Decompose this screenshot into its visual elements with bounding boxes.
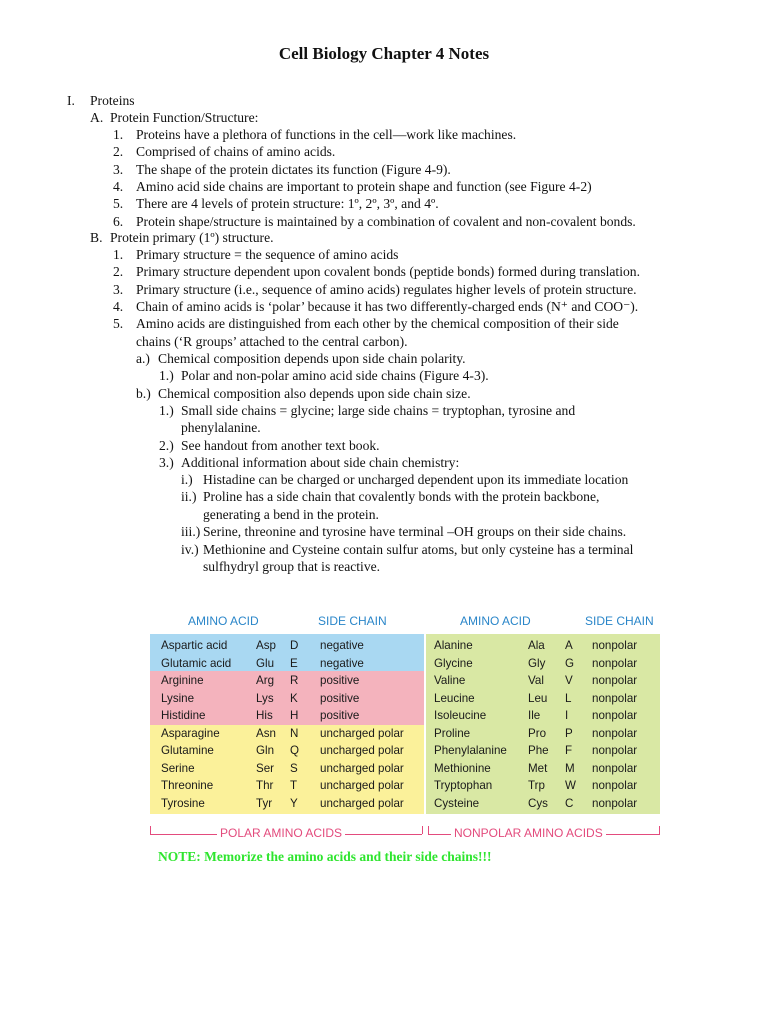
list-item-text: The shape of the protein dictates its function (Figure 4-9). [136, 161, 451, 177]
list-item-number: 4. [113, 298, 124, 314]
table-cell-name: Glutamic acid [161, 656, 232, 670]
list-item-text: Amino acids are distinguished from each other by the chemical composition of their side [136, 316, 619, 332]
sub-item-b3 [159, 454, 459, 471]
table-cell-abbr: Val [528, 674, 544, 687]
list-item-text: Amino acid side chains are important to protein shape and function (see Figure 4-2) [136, 178, 592, 194]
list-item [113, 195, 439, 212]
table-cell-code: R [290, 674, 299, 687]
table-cell-name: Threonine [161, 779, 214, 792]
sub-item-text: Additional information about side chain chemistry: [181, 455, 460, 470]
table-cell-abbr: Trp [528, 779, 545, 792]
table-cell-code: D [290, 639, 299, 652]
table-cell-name: Histidine [161, 709, 206, 722]
list-item [113, 213, 636, 230]
table-cell-abbr: Ser [256, 761, 275, 775]
table-cell-side: nonpolar [592, 674, 638, 687]
list-item-number: 3. [113, 161, 124, 177]
table-cell-side: negative [320, 639, 364, 652]
table-cell-side: negative [320, 656, 364, 670]
list-item [113, 246, 398, 263]
table-cell-code: T [290, 779, 298, 792]
table-cell-name: Lysine [161, 691, 195, 705]
roman-item-iii [181, 523, 626, 540]
table-cell-side: nonpolar [592, 656, 638, 670]
table-cell-name: Asparagine [161, 726, 220, 740]
table-cell-name: Alanine [434, 639, 473, 652]
sub-item-a [136, 350, 466, 367]
list-item [113, 178, 592, 195]
table-cell-code: S [290, 761, 298, 775]
roman-item-i [181, 471, 628, 488]
list-item [113, 161, 451, 178]
table-cell-abbr: Phe [528, 744, 549, 757]
list-item-number: 4. [113, 178, 124, 194]
list-item-number: 1. [113, 127, 124, 142]
memorize-note: NOTE: Memorize the amino acids and their side chains!!! [158, 849, 492, 864]
table-cell-code: P [565, 726, 573, 740]
list-item [113, 143, 335, 160]
table-cell-abbr: Asp [256, 639, 276, 652]
roman-continuation: generating a bend in the protein. [203, 507, 379, 522]
list-item-number: 5. [113, 196, 124, 212]
table-cell-code: Y [290, 796, 298, 810]
table-cell-name: Leucine [434, 691, 475, 705]
roman-item-ii [181, 488, 599, 505]
table-cell-code: C [565, 796, 574, 810]
sub-item-label: 2.) [159, 438, 174, 453]
table-cell-name: Serine [161, 761, 195, 775]
list-item [113, 298, 638, 315]
table-cell-code: M [565, 761, 575, 775]
header-side-chain-right: SIDE CHAIN [585, 614, 654, 628]
sub-item-label: a.) [136, 351, 150, 366]
sub-item-text: Small side chains = glycine; large side chains = tryptophan, tyrosine and [181, 403, 576, 418]
table-cell-code: F [565, 744, 573, 757]
table-cell-code: I [565, 709, 569, 722]
table-cell-abbr: Pro [528, 726, 547, 740]
sub-item-label: b.) [136, 386, 151, 401]
list-item-text: Primary structure dependent upon covalent bonds (peptide bonds) formed during translation. [136, 264, 640, 280]
table-cell-abbr: Met [528, 761, 548, 775]
bracket-tick [659, 826, 660, 834]
sub-item-b [136, 385, 471, 402]
subsection-b-label: B. [90, 230, 103, 245]
table-cell-side: positive [320, 674, 360, 687]
table-cell-abbr: Lys [256, 691, 274, 705]
list-item-text: Primary structure = the sequence of amino acids [136, 247, 399, 262]
table-cell-code: W [565, 779, 576, 792]
table-cell-code: L [565, 691, 572, 705]
sub-item-text: See handout from another text book. [181, 438, 380, 453]
table-cell-name: Tyrosine [161, 796, 205, 810]
table-cell-name: Methionine [434, 761, 491, 775]
section-heading [67, 92, 135, 109]
table-cell-abbr: Tyr [256, 796, 273, 810]
table-cell-abbr: Gly [528, 656, 546, 670]
roman-text: Methionine and Cysteine contain sulfur atoms, but only cysteine has a terminal [203, 542, 634, 557]
table-cell-name: Arginine [161, 674, 204, 687]
sub-item-text: Chemical composition also depends upon side chain size. [158, 386, 471, 401]
list-item-continuation: chains (‘R groups’ attached to the central carbon). [136, 334, 408, 349]
list-item-number: 2. [113, 144, 124, 160]
table-cell-side: nonpolar [592, 779, 638, 792]
subsection-a-title: Protein Function/Structure: [110, 110, 259, 125]
sub-item-b1 [159, 402, 575, 419]
header-amino-acid-right: AMINO ACID [460, 614, 531, 628]
bracket-tick [150, 826, 151, 834]
table-cell-abbr: Leu [528, 691, 548, 705]
list-item-text: There are 4 levels of protein structure: 1º, 2º, 3º, and 4º. [136, 196, 439, 212]
table-cell-code: G [565, 656, 575, 670]
table-cell-side: nonpolar [592, 744, 638, 757]
table-cell-side: uncharged polar [320, 726, 404, 740]
subsection-a-label: A. [90, 110, 104, 125]
roman-item-iv [181, 541, 633, 558]
list-item [113, 126, 516, 143]
table-cell-side: positive [320, 709, 360, 722]
table-cell-name: Phenylalanine [434, 744, 507, 757]
table-cell-code: Q [290, 744, 300, 757]
list-item-number: 2. [113, 264, 124, 280]
list-item-text: Chain of amino acids is ‘polar’ because it has two differently-charged ends (N⁺ and COO⁻). [136, 298, 639, 314]
table-cell-name: Tryptophan [434, 779, 493, 792]
table-cell-abbr: Arg [256, 674, 275, 687]
table-cell-side: nonpolar [592, 796, 638, 810]
header-side-chain-left: SIDE CHAIN [318, 614, 387, 628]
table-cell-abbr: His [256, 709, 273, 722]
polar-group-label: POLAR AMINO ACIDS [217, 826, 345, 840]
table-cell-name: Cysteine [434, 796, 480, 810]
table-cell-abbr: Ala [528, 639, 545, 652]
sub-item-label: 1.) [159, 403, 174, 418]
subsection-b-title: Protein primary (1º) structure. [110, 230, 274, 245]
bracket-tick [422, 826, 423, 834]
table-cell-name: Glutamine [161, 744, 214, 757]
roman-continuation: sulfhydryl group that is reactive. [203, 559, 381, 574]
roman-label: i.) [181, 472, 193, 487]
table-cell-code: A [565, 639, 573, 652]
header-amino-acid-left: AMINO ACID [188, 614, 259, 628]
table-cell-side: uncharged polar [320, 744, 404, 757]
table-cell-name: Glycine [434, 656, 473, 670]
table-cell-code: E [290, 656, 298, 670]
roman-label: iv.) [181, 542, 199, 557]
sub-item-text: Polar and non-polar amino acid side chains (Figure 4-3). [181, 368, 489, 383]
table-cell-side: uncharged polar [320, 796, 404, 810]
table-cell-code: N [290, 726, 299, 740]
list-item-number: 6. [113, 213, 124, 229]
subsection-b-heading [90, 229, 274, 246]
sub-item-text: Chemical composition depends upon side chain polarity. [158, 351, 466, 366]
list-item-number: 1. [113, 247, 124, 262]
table-cell-side: nonpolar [592, 709, 638, 722]
list-item [113, 263, 640, 280]
bracket-tick [428, 826, 429, 834]
table-cell-abbr: Cys [528, 796, 548, 810]
table-cell-abbr: Glu [256, 656, 275, 670]
list-item-text: Comprised of chains of amino acids. [136, 144, 336, 160]
table-cell-code: V [565, 674, 573, 687]
table-cell-code: K [290, 691, 298, 705]
table-cell-side: nonpolar [592, 691, 638, 705]
table-cell-name: Proline [434, 726, 471, 740]
sub-item-label: 1.) [159, 368, 174, 383]
page-title: Cell Biology Chapter 4 Notes [278, 44, 490, 63]
list-item [113, 281, 637, 298]
table-cell-side: nonpolar [592, 726, 638, 740]
section-number: I. [67, 93, 75, 108]
nonpolar-group-label: NONPOLAR AMINO ACIDS [451, 826, 606, 840]
table-cell-abbr: Thr [256, 779, 274, 792]
table-cell-side: nonpolar [592, 639, 638, 652]
list-item-number: 5. [113, 316, 124, 332]
table-cell-side: uncharged polar [320, 779, 404, 792]
roman-text: Proline has a side chain that covalently bonds with the protein backbone, [203, 489, 600, 504]
sub-item-continuation: phenylalanine. [181, 420, 261, 435]
subsection-a-heading [90, 109, 258, 126]
sub-item-a1 [159, 367, 489, 384]
table-cell-abbr: Asn [256, 726, 276, 740]
sub-item-label: 3.) [159, 455, 174, 470]
table-cell-side: nonpolar [592, 761, 638, 775]
roman-label: iii.) [181, 524, 201, 539]
table-cell-abbr: Gln [256, 744, 275, 757]
list-item [113, 315, 619, 332]
group-brackets [150, 826, 660, 840]
list-item-text: Proteins have a plethora of functions in the cell—work like machines. [136, 127, 517, 142]
table-cell-name: Aspartic acid [161, 639, 228, 652]
list-item-number: 3. [113, 281, 124, 297]
table-cell-abbr: Ile [528, 709, 541, 722]
list-item-text: Primary structure (i.e., sequence of amino acids) regulates higher levels of protein structure. [136, 281, 637, 297]
table-cell-side: uncharged polar [320, 761, 404, 775]
table-cell-name: Isoleucine [434, 709, 487, 722]
table-cell-name: Valine [434, 674, 466, 687]
roman-label: ii.) [181, 489, 197, 504]
list-item-text: Protein shape/structure is maintained by a combination of covalent and non-covalent bonds. [136, 213, 636, 229]
table-cell-code: H [290, 709, 299, 722]
section-title: Proteins [90, 93, 135, 108]
roman-text: Serine, threonine and tyrosine have terminal –OH groups on their side chains. [203, 524, 627, 539]
table-cell-side: positive [320, 691, 360, 705]
roman-text: Histadine can be charged or uncharged dependent upon its immediate location [203, 472, 629, 487]
sub-item-b2 [159, 437, 380, 454]
